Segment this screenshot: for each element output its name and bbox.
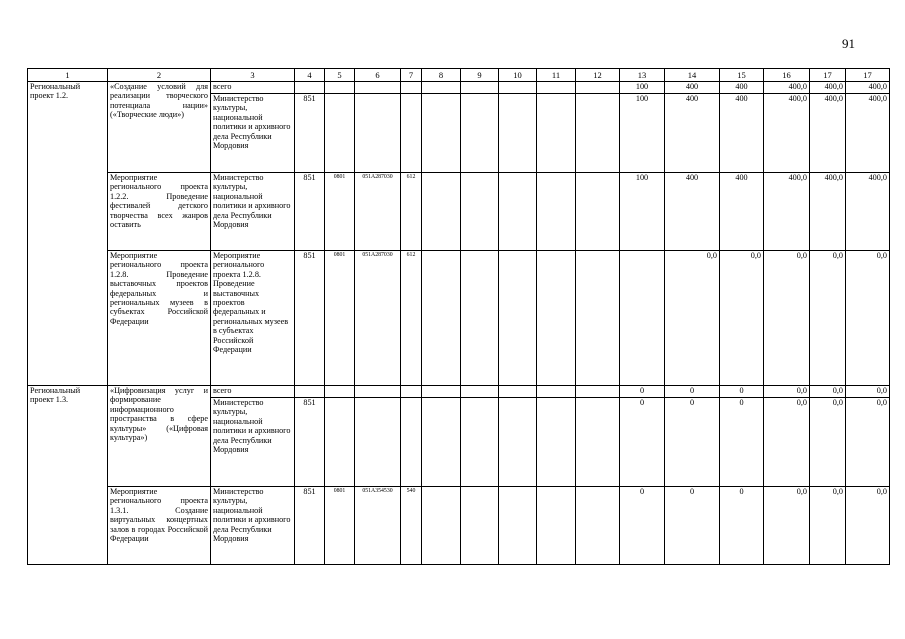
value-cell: 0 bbox=[720, 386, 764, 398]
empty-cell bbox=[537, 487, 576, 565]
empty-cell bbox=[422, 487, 461, 565]
empty-cell bbox=[461, 386, 499, 398]
empty-cell bbox=[461, 173, 499, 251]
value-cell: 0,0 bbox=[846, 398, 890, 487]
gr-cell bbox=[295, 82, 325, 94]
value-cell bbox=[620, 251, 665, 386]
project-cell: Региональный проект 1.2. bbox=[28, 82, 108, 386]
gr-cell bbox=[295, 386, 325, 398]
empty-cell bbox=[537, 82, 576, 94]
project-name-cell: «Цифровизация услуг и формирование информационного пространства в сфере культуры» («Цифровая культура») bbox=[108, 386, 211, 487]
column-header: 13 bbox=[620, 69, 665, 82]
value-cell: 0 bbox=[720, 487, 764, 565]
empty-cell bbox=[422, 173, 461, 251]
empty-cell bbox=[576, 173, 620, 251]
column-header: 14 bbox=[665, 69, 720, 82]
vr-cell bbox=[401, 386, 422, 398]
empty-cell bbox=[499, 251, 537, 386]
column-header: 3 bbox=[211, 69, 295, 82]
value-cell: 0,0 bbox=[764, 398, 810, 487]
value-cell: 400,0 bbox=[810, 82, 846, 94]
csr-cell bbox=[355, 398, 401, 487]
empty-cell bbox=[576, 398, 620, 487]
empty-cell bbox=[499, 487, 537, 565]
measure-name-cell: Мероприятие регионального проекта 1.2.2. Проведение фестивалей детского творчества всех жанров оставить bbox=[108, 173, 211, 251]
rz-cell bbox=[325, 82, 355, 94]
column-header: 17 bbox=[810, 69, 846, 82]
rz-cell bbox=[325, 94, 355, 173]
empty-cell bbox=[537, 398, 576, 487]
empty-cell bbox=[422, 386, 461, 398]
value-cell: 0,0 bbox=[846, 386, 890, 398]
value-cell: 400,0 bbox=[764, 82, 810, 94]
value-cell: 0,0 bbox=[810, 487, 846, 565]
empty-cell bbox=[537, 386, 576, 398]
column-header: 17 bbox=[846, 69, 890, 82]
value-cell: 0 bbox=[620, 398, 665, 487]
empty-cell bbox=[422, 94, 461, 173]
empty-cell bbox=[499, 173, 537, 251]
column-header: 9 bbox=[461, 69, 499, 82]
column-header: 7 bbox=[401, 69, 422, 82]
csr-cell bbox=[355, 94, 401, 173]
executor-cell: Министерство культуры, национальной политики и архивного дела Республики Мордовия bbox=[211, 487, 295, 565]
column-header: 10 bbox=[499, 69, 537, 82]
gr-cell: 851 bbox=[295, 173, 325, 251]
empty-cell bbox=[499, 82, 537, 94]
value-cell: 0,0 bbox=[720, 251, 764, 386]
column-header: 12 bbox=[576, 69, 620, 82]
value-cell: 0,0 bbox=[764, 251, 810, 386]
value-cell: 0,0 bbox=[764, 386, 810, 398]
gr-cell: 851 bbox=[295, 251, 325, 386]
column-header: 11 bbox=[537, 69, 576, 82]
value-cell: 100 bbox=[620, 82, 665, 94]
value-cell: 400 bbox=[720, 82, 764, 94]
value-cell: 400 bbox=[720, 94, 764, 173]
table-row bbox=[28, 173, 890, 251]
table-row bbox=[28, 82, 890, 94]
empty-cell bbox=[576, 386, 620, 398]
empty-cell bbox=[537, 251, 576, 386]
measure-name-cell: Мероприятие регионального проекта 1.2.8. Проведение выставочных проектов федеральных и региональных музеев в субъектах Российской Федерации bbox=[108, 251, 211, 386]
value-cell: 0,0 bbox=[810, 251, 846, 386]
executor-cell: Министерство культуры, национальной политики и архивного дела Республики Мордовия bbox=[211, 398, 295, 487]
empty-cell bbox=[576, 251, 620, 386]
empty-cell bbox=[537, 94, 576, 173]
executor-cell: Министерство культуры, национальной политики и архивного дела Республики Мордовия bbox=[211, 94, 295, 173]
empty-cell bbox=[499, 386, 537, 398]
executor-cell: Мероприятие регионального проекта 1.2.8. Проведение выставочных проектов федеральных и региональных музеев в субъектах Российской Федерации bbox=[211, 251, 295, 386]
table-row bbox=[28, 386, 890, 398]
header-row bbox=[28, 69, 890, 82]
column-header: 8 bbox=[422, 69, 461, 82]
value-cell: 400 bbox=[665, 82, 720, 94]
empty-cell bbox=[537, 173, 576, 251]
value-cell: 400,0 bbox=[810, 173, 846, 251]
measure-name-cell: Мероприятие регионального проекта 1.3.1. Создание виртуальных концертных залов в городах Российской Федерации bbox=[108, 487, 211, 565]
empty-cell bbox=[461, 251, 499, 386]
empty-cell bbox=[461, 398, 499, 487]
empty-cell bbox=[461, 94, 499, 173]
value-cell: 400,0 bbox=[846, 173, 890, 251]
value-cell: 0 bbox=[665, 386, 720, 398]
table-row bbox=[28, 487, 890, 565]
vr-cell: 612 bbox=[401, 173, 422, 251]
empty-cell bbox=[576, 487, 620, 565]
column-header: 15 bbox=[720, 69, 764, 82]
page-number: 91 bbox=[842, 36, 855, 51]
vr-cell bbox=[401, 398, 422, 487]
empty-cell bbox=[499, 398, 537, 487]
value-cell: 400 bbox=[665, 94, 720, 173]
value-cell: 400 bbox=[720, 173, 764, 251]
gr-cell: 851 bbox=[295, 398, 325, 487]
rz-cell bbox=[325, 398, 355, 487]
gr-cell: 851 bbox=[295, 94, 325, 173]
value-cell: 0,0 bbox=[764, 487, 810, 565]
empty-cell bbox=[422, 251, 461, 386]
empty-cell bbox=[499, 94, 537, 173]
value-cell: 400,0 bbox=[764, 173, 810, 251]
project-cell: Региональный проект 1.3. bbox=[28, 386, 108, 565]
value-cell: 0,0 bbox=[665, 251, 720, 386]
column-header: 6 bbox=[355, 69, 401, 82]
value-cell: 100 bbox=[620, 94, 665, 173]
empty-cell bbox=[461, 82, 499, 94]
column-header: 1 bbox=[28, 69, 108, 82]
value-cell: 400 bbox=[665, 173, 720, 251]
value-cell: 0 bbox=[720, 398, 764, 487]
gr-cell: 851 bbox=[295, 487, 325, 565]
vr-cell: 540 bbox=[401, 487, 422, 565]
value-cell: 0,0 bbox=[846, 251, 890, 386]
value-cell: 100 bbox=[620, 173, 665, 251]
value-cell: 0 bbox=[665, 398, 720, 487]
value-cell: 400,0 bbox=[764, 94, 810, 173]
empty-cell bbox=[422, 398, 461, 487]
empty-cell bbox=[461, 487, 499, 565]
value-cell: 0 bbox=[620, 386, 665, 398]
column-header: 4 bbox=[295, 69, 325, 82]
csr-cell: 051A287030 bbox=[355, 251, 401, 386]
rz-cell: 0801 bbox=[325, 173, 355, 251]
rz-cell: 0801 bbox=[325, 487, 355, 565]
project-name-cell: «Создание условий для реализации творческого потенциала нации» («Творческие люди») bbox=[108, 82, 211, 173]
empty-cell bbox=[576, 82, 620, 94]
value-cell: 0 bbox=[665, 487, 720, 565]
value-cell: 0 bbox=[620, 487, 665, 565]
rz-cell: 0801 bbox=[325, 251, 355, 386]
budget-table bbox=[27, 68, 890, 565]
vr-cell bbox=[401, 82, 422, 94]
value-cell: 400,0 bbox=[846, 82, 890, 94]
csr-cell bbox=[355, 82, 401, 94]
csr-cell bbox=[355, 386, 401, 398]
value-cell: 0,0 bbox=[810, 398, 846, 487]
executor-cell: Министерство культуры, национальной политики и архивного дела Республики Мордовия bbox=[211, 173, 295, 251]
column-header: 16 bbox=[764, 69, 810, 82]
empty-cell bbox=[576, 94, 620, 173]
empty-cell bbox=[422, 82, 461, 94]
table-row bbox=[28, 251, 890, 386]
csr-cell: 051A354530 bbox=[355, 487, 401, 565]
value-cell: 0,0 bbox=[846, 487, 890, 565]
vr-cell: 612 bbox=[401, 251, 422, 386]
executor-cell: всего bbox=[211, 386, 295, 398]
rz-cell bbox=[325, 386, 355, 398]
executor-cell: всего bbox=[211, 82, 295, 94]
vr-cell bbox=[401, 94, 422, 173]
column-header: 5 bbox=[325, 69, 355, 82]
column-header: 2 bbox=[108, 69, 211, 82]
csr-cell: 051A287030 bbox=[355, 173, 401, 251]
value-cell: 400,0 bbox=[810, 94, 846, 173]
value-cell: 400,0 bbox=[846, 94, 890, 173]
value-cell: 0,0 bbox=[810, 386, 846, 398]
